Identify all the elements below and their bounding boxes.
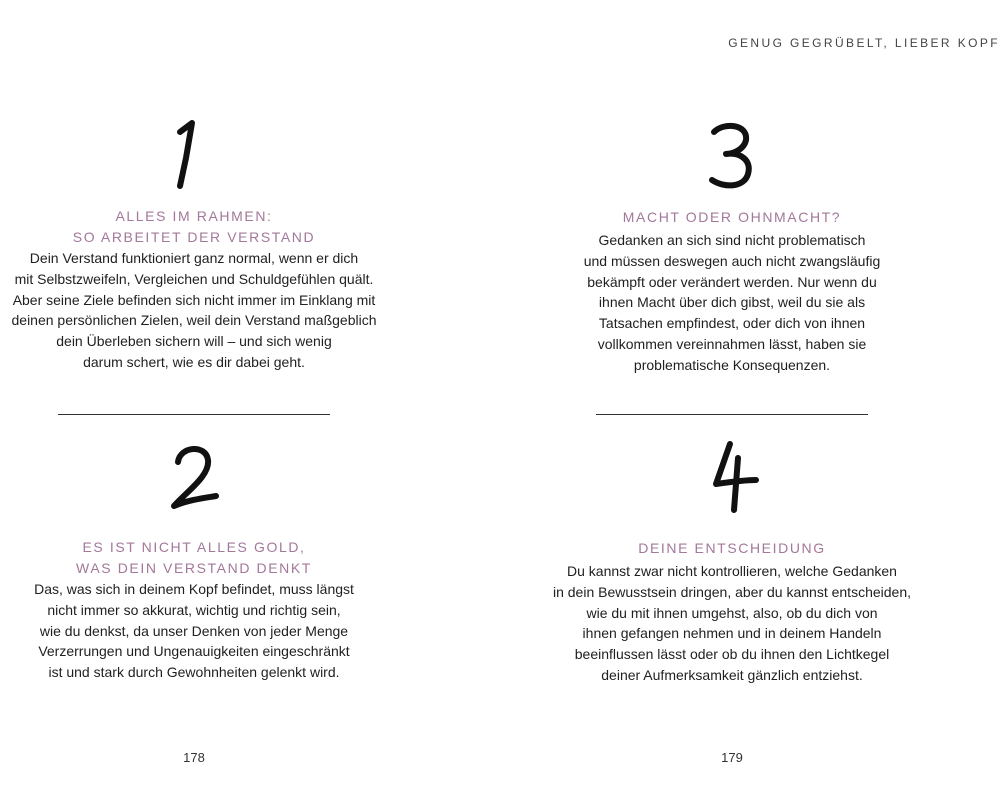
section-2-body-line: Verzerrungen und Ungenauigkeiten eingeschränkt xyxy=(38,643,350,660)
section-4-heading-line-1: DEINE ENTSCHEIDUNG xyxy=(638,540,826,556)
numeral-1-glyph xyxy=(150,118,240,208)
section-3-body-line: Gedanken an sich sind nicht problematisch xyxy=(598,232,866,248)
section-3-body-line: vollkommen vereinnahmen lässt, haben sie xyxy=(597,335,867,352)
page-number-right: 179 xyxy=(721,750,743,765)
section-divider-left xyxy=(58,414,330,415)
section-2-heading-line-1: ES IST NICHT ALLES GOLD, xyxy=(82,539,306,555)
section-2-heading-line-2: WAS DEIN VERSTAND DENKT xyxy=(76,560,312,576)
section-1-body xyxy=(0,248,404,373)
running-header: GENUG GEGRÜBELT, LIEBER KOPF xyxy=(728,36,1000,50)
right-page xyxy=(500,0,1000,800)
section-1-body-line: Dein Verstand funktioniert ganz normal, wenn er dich xyxy=(29,250,359,266)
section-3 xyxy=(522,207,942,376)
section-1-body-line: Aber seine Ziele befinden sich nicht immer im Einklang mit xyxy=(12,291,376,308)
section-3-body xyxy=(522,230,942,376)
section-3-heading-line-1: MACHT ODER OHNMACHT? xyxy=(622,209,842,225)
section-4-body-line: ihnen gefangen nehmen und in deinem Handeln xyxy=(582,625,882,642)
section-1-body-line: mit Selbstzweifeln, Vergleichen und Schuldgefühlen quält. xyxy=(14,270,374,287)
section-4-body-line: beeinflussen lässt oder ob du ihnen den Lichtkegel xyxy=(574,646,890,663)
section-divider-right xyxy=(596,414,868,415)
section-3-body-line: und müssen deswegen auch nicht zwangsläufig xyxy=(583,252,881,269)
section-1-heading-line-1: ALLES IM RAHMEN: xyxy=(115,208,273,224)
section-1 xyxy=(0,206,404,373)
section-2-body-line: wie du denkst, da unser Denken von jeder Menge xyxy=(39,622,349,639)
section-1-body-line: deinen persönlichen Zielen, weil dein Verstand maßgeblich xyxy=(11,312,377,329)
section-1-body-line: darum schert, wie es dir dabei geht. xyxy=(83,353,305,370)
section-4-body-line: in dein Bewusstsein dringen, aber du kannst entscheiden, xyxy=(552,583,911,600)
section-3-body-line: ihnen Macht über dich gibst, weil du sie als xyxy=(598,294,866,311)
section-4-body-line: Du kannst zwar nicht kontrollieren, welche Gedanken xyxy=(567,563,897,579)
section-2-body-line: ist und stark durch Gewohnheiten gelenkt wird. xyxy=(48,664,340,681)
page-number-left: 178 xyxy=(183,750,205,765)
section-3-body-line: bekämpft oder verändert werden. Nur wenn du xyxy=(587,273,877,290)
section-2 xyxy=(0,537,404,683)
section-3-heading xyxy=(522,207,942,228)
section-4-body-line: wie du mit ihnen umgehst, also, ob du dich von xyxy=(586,604,878,621)
section-1-heading xyxy=(0,206,404,248)
numeral-2-glyph xyxy=(150,436,240,526)
numeral-4-glyph xyxy=(690,436,780,526)
section-3-body-line: Tatsachen empfindest, oder dich von ihnen xyxy=(598,315,866,332)
numeral-3-glyph xyxy=(688,116,778,206)
section-4-body xyxy=(522,561,942,686)
section-4-heading xyxy=(522,538,942,559)
section-2-body-line: Das, was sich in deinem Kopf befindet, muss längst xyxy=(34,581,354,597)
section-4-body-line: deiner Aufmerksamkeit gänzlich entziehst. xyxy=(601,666,863,683)
section-2-body xyxy=(0,579,404,683)
section-4 xyxy=(522,538,942,686)
section-1-heading-line-2: SO ARBEITET DER VERSTAND xyxy=(72,229,316,245)
section-2-heading xyxy=(0,537,404,579)
section-2-body-line: nicht immer so akkurat, wichtig und richtig sein, xyxy=(47,601,341,618)
section-3-body-line: problematische Konsequenzen. xyxy=(633,356,831,373)
section-1-body-line: dein Überleben sichern will – und sich wenig xyxy=(56,333,332,350)
